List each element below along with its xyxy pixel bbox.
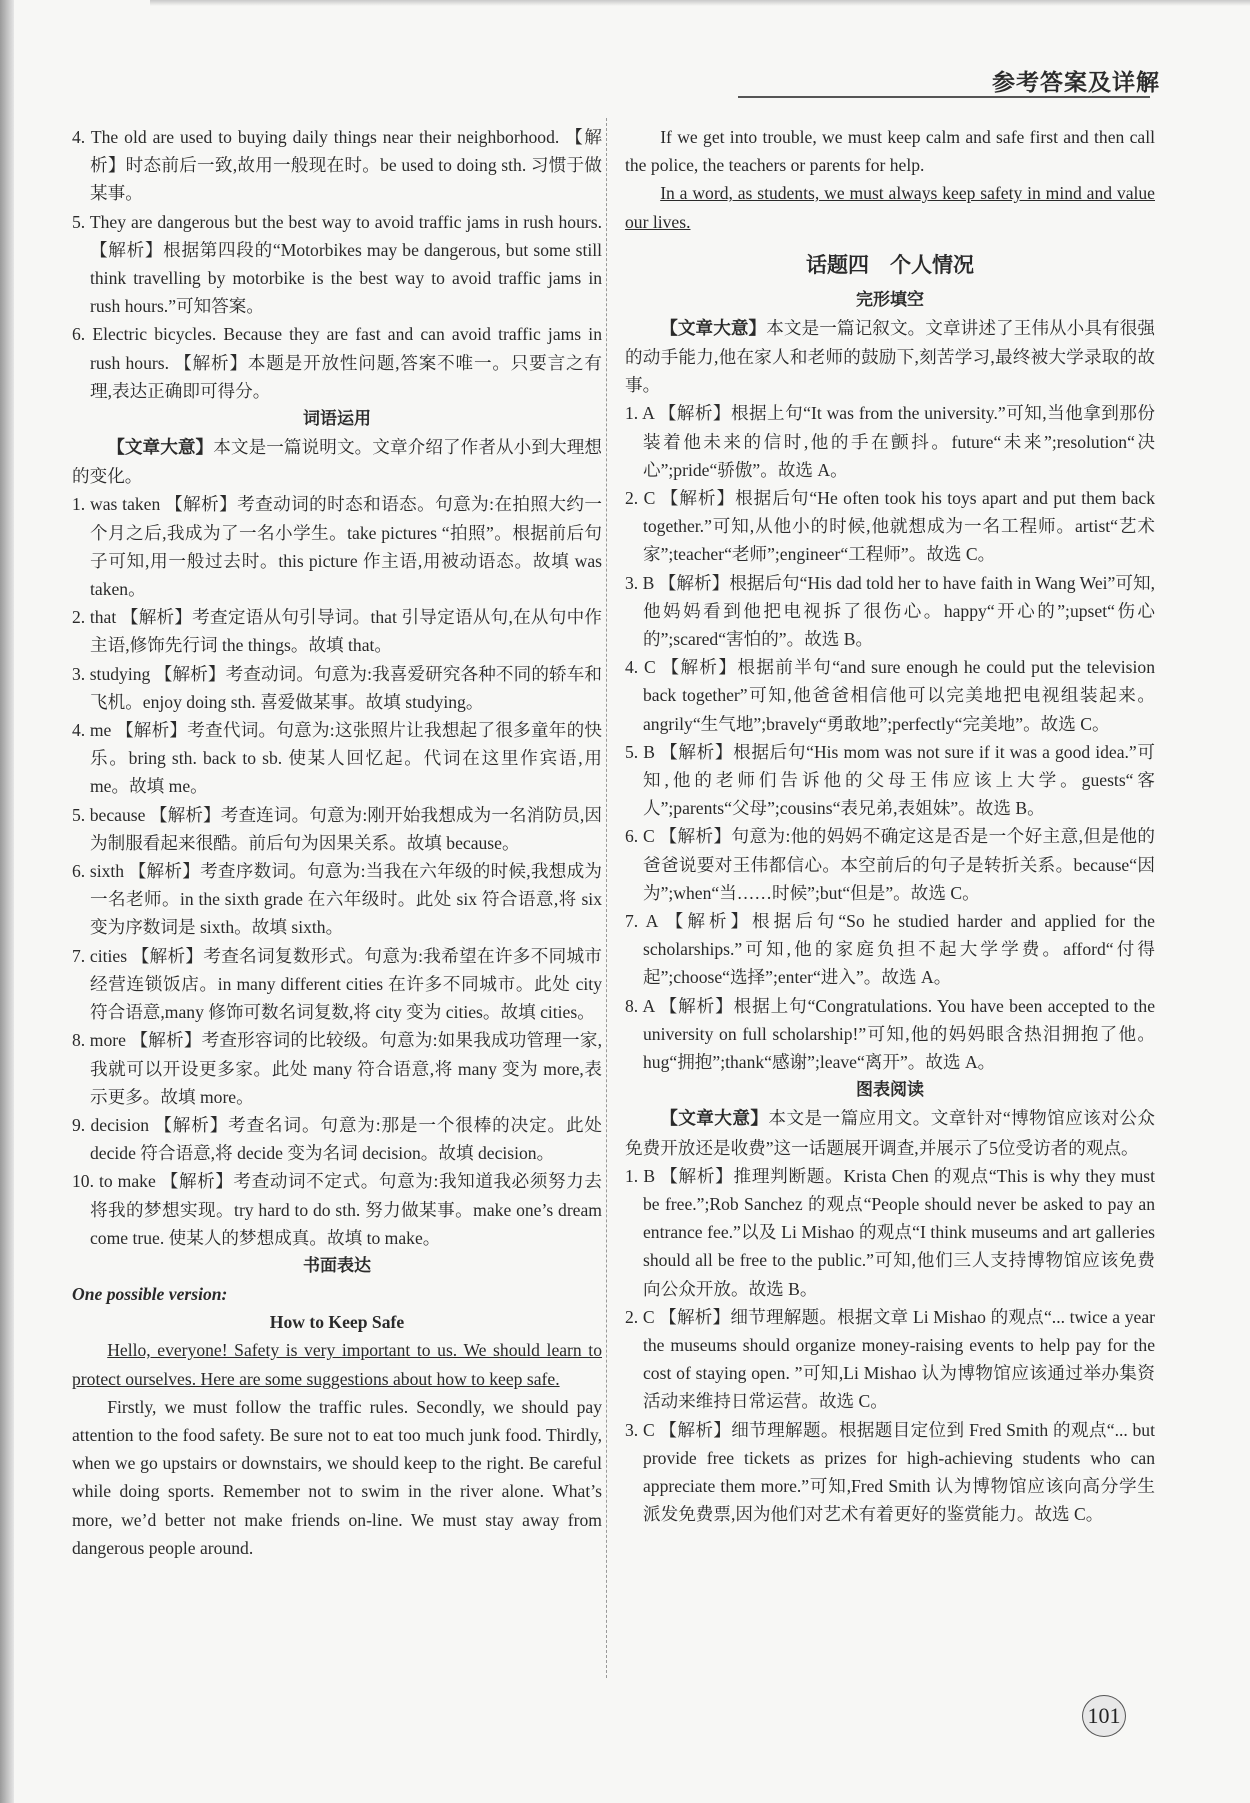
- answer-item: 3. B 【解析】根据后句“His dad told her to have faith in Wang Wei”可知,他妈妈看到他把电视拆了很伤心。happy“开心的”;upset“伤心的”;scared“害怕的”。故选 B。: [625, 572, 1155, 650]
- essay-paragraph: If we get into trouble, we must keep calm and safe first and then call the police, the teachers or parents for help.: [625, 127, 1155, 176]
- page-header-title: 参考答案及详解: [992, 70, 1160, 96]
- answer-item: 1. A 【解析】根据上句“It was from the university.”可知,当他拿到那份装着他未来的信时,他的手在颤抖。future“未来”;resolution“决心”;pride“骄傲”。故选 A。: [625, 403, 1156, 480]
- essay-title: How to Keep Safe: [269, 1312, 405, 1333]
- answer-item: 5. B 【解析】根据后句“His mom was not sure if it was a good idea.”可知,他的老师们告诉他的父母王伟应该上大学。guests“客人”;parents“父母”;cousins“表兄弟,表姐妹”。故选 B。: [625, 741, 1155, 819]
- answer-item: 6. Electric bicycles. Because they are fast and can avoid traffic jams in rush hours. 【解析】本题是开放性问题,答案不唯一。只要言之有理,表达正确即可得分。: [72, 324, 602, 401]
- answer-item: 9. decision 【解析】考查名词。句意为:那是一个很棒的决定。此处 decide 符合语意,将 decide 变为名词 decision。故填 decision。: [72, 1114, 603, 1164]
- essay-paragraph: Firstly, we must follow the traffic rules. Secondly, we should pay attention to the food safety. Be sure not to eat too much junk food. Thirdly, when we go upstairs or downstairs, we should keep to the right. Be careful while doing sports. Remember not to swim in the river alone. What’s more, we’d better not make friends on-line. We must stay away from dangerous people around.: [72, 1396, 602, 1558]
- essay-paragraph: Hello, everyone! Safety is very important to us. We should learn to protect ourselves. Here are some suggestions about how to keep safe.: [72, 1340, 602, 1389]
- answer-item: 2. that 【解析】考查定语从句引导词。that 引导定语从句,在从句中作主语,修饰先行词 the things。故填 that。: [72, 607, 602, 656]
- answer-item: 4. me 【解析】考查代词。句意为:这张照片让我想起了很多童年的快乐。bring sth. back to sb. 使某人回忆起。代词在这里作宾语,用 me。故填 me。: [72, 720, 602, 797]
- essay-paragraph: In a word, as students, we must always keep safety in mind and value our lives.: [625, 183, 1155, 232]
- answer-item: 4. The old are used to buying daily things near their neighborhood. 【解析】时态前后一致,故用一般现在时。be used to doing sth. 习惯于做某事。: [72, 127, 602, 204]
- topic-title: 话题四 个人情况: [806, 252, 974, 277]
- section-title-word-use: 词语运用: [303, 409, 371, 430]
- answer-item: 8. A 【解析】根据上句“Congratulations. You have been accepted to the university on full scholarship!”可知,他的妈妈眼含热泪拥抱了他。hug“拥抱”;thank“感谢”;leave“离开”。故选 A。: [625, 995, 1155, 1073]
- article-summary: 【文章大意】本文是一篇说明文。文章介绍了作者从小到大理想的变化。: [72, 437, 602, 487]
- answer-item: 1. was taken 【解析】考查动词的时态和语态。句意为:在拍照大约一个月之后,我成为了一名小学生。take pictures “拍照”。根据前后句子可知,用一般过去时。this picture 作主语,用被动语态。故填 was taken。: [72, 494, 602, 600]
- answer-item: 5. because 【解析】考查连词。句意为:刚开始我想成为一名消防员,因为制服看起来很酷。前后句为因果关系。故填 because。: [72, 804, 602, 853]
- section-title-chart-reading: 图表阅读: [856, 1080, 924, 1101]
- answer-item: 8. more 【解析】考查形容词的比较级。句意为:如果我成功管理一家,我就可以开设更多家。此处 many 符合语意,将 many 变为 more,表示更多。故填 more。: [72, 1030, 602, 1107]
- answer-item: 6. sixth 【解析】考查序数词。句意为:当我在六年级的时候,我想成为一名老师。in the sixth grade 在六年级时。此处 six 符合语意,将 six 变为序数词是 sixth。故填 sixth。: [72, 861, 603, 938]
- article-summary: 【文章大意】本文是一篇记叙文。文章讲述了王伟从小具有很强的动手能力,他在家人和老师的鼓励下,刻苦学习,最终被大学录取的故事。: [625, 317, 1155, 396]
- page-top-shadow: [150, 0, 1250, 6]
- section-title-cloze: 完形填空: [856, 289, 924, 310]
- book-spine-shadow: [0, 0, 14, 1803]
- header-rule: [738, 96, 1150, 98]
- section-title-writing: 书面表达: [303, 1255, 371, 1276]
- answer-item: 3. C 【解析】细节理解题。根据题目定位到 Fred Smith 的观点“... but provide free tickets as prizes for high-achieving students who can appreciate them more.”可知,Fred Smith 认为博物馆应该向高分学生派发免费票,因为他们对艺术有着更好的鉴赏能力。故选 C。: [625, 1419, 1155, 1525]
- column-divider: [606, 118, 607, 1678]
- answer-item: 7. cities 【解析】考查名词复数形式。句意为:我希望在许多不同城市经营连锁饭店。in many different cities 在许多不同城市。此处 city 符合语意,many 修饰可数名词复数,将 city 变为 cities。故填 cities。: [72, 945, 602, 1023]
- answer-item: 2. C 【解析】根据后句“He often took his toys apart and put them back together.”可知,从他小的时候,他就想成为一名工程师。artist“艺术家”;teacher“老师”;engineer“工程师”。故选 C。: [625, 488, 1155, 565]
- answer-item: 2. C 【解析】细节理解题。根据文章 Li Mishao 的观点“... twice a year the museums should organize money-raising events to help pay for the cost of staying open. ”可知,Li Mishao 认为博物馆应该通过举办集资活动来维持日常运营。故选 C。: [625, 1306, 1155, 1412]
- answer-item: 10. to make 【解析】考查动词不定式。句意为:我知道我必须努力去将我的梦想实现。try hard to do sth. 努力做某事。make one’s dream come true. 使某人的梦想成真。故填 to make。: [72, 1171, 602, 1248]
- version-label: One possible version:: [72, 1283, 228, 1304]
- answer-item: 7. A 【解析】根据后句“So he studied harder and applied for the scholarships.”可知,他的家庭负担不起大学学费。afford“付得起”;choose“选择”;enter“进入”。故选 A。: [625, 911, 1155, 988]
- answer-item: 1. B 【解析】推理判断题。Krista Chen 的观点“This is why they must be free.”;Rob Sanchez 的观点“People should never be asked to pay an entrance fee.”以及 Li Mishao 的观点“I think museums and art galleries should all be free to the public.”可知,他们三人支持博物馆应该免费向公众开放。故选 B。: [625, 1165, 1155, 1299]
- answer-item: 5. They are dangerous but the best way to avoid traffic jams in rush hours. 【解析】根据第四段的“Motorbikes may be dangerous, but some still think travelling by motorbike is the best way to avoid traffic jams in rush hours.”可知答案。: [72, 211, 602, 317]
- article-summary: 【文章大意】本文是一篇应用文。文章针对“博物馆应该对公众免费开放还是收费”这一话题展开调查,并展示了5位受访者的观点。: [625, 1108, 1155, 1158]
- answer-item: 6. C 【解析】句意为:他的妈妈不确定这是否是一个好主意,但是他的爸爸说要对王伟都信心。本空前后的句子是转折关系。because“因为”;when“当……时候”;but“但是”。故选 C。: [625, 826, 1155, 903]
- answer-item: 3. studying 【解析】考查动词。句意为:我喜爱研究各种不同的轿车和飞机。enjoy doing sth. 喜爱做某事。故填 studying。: [72, 663, 602, 712]
- page-number-badge: 101: [1082, 1695, 1126, 1737]
- answer-item: 4. C 【解析】根据前半句“and sure enough he could put the television back together”可知,他爸爸相信他可以完美地把电视组装起来。angrily“生气地”;bravely“勇敢地”;perfectly“完美地”。故选 C。: [625, 657, 1155, 734]
- right-column: [625, 123, 1155, 1528]
- left-column: [72, 123, 602, 1562]
